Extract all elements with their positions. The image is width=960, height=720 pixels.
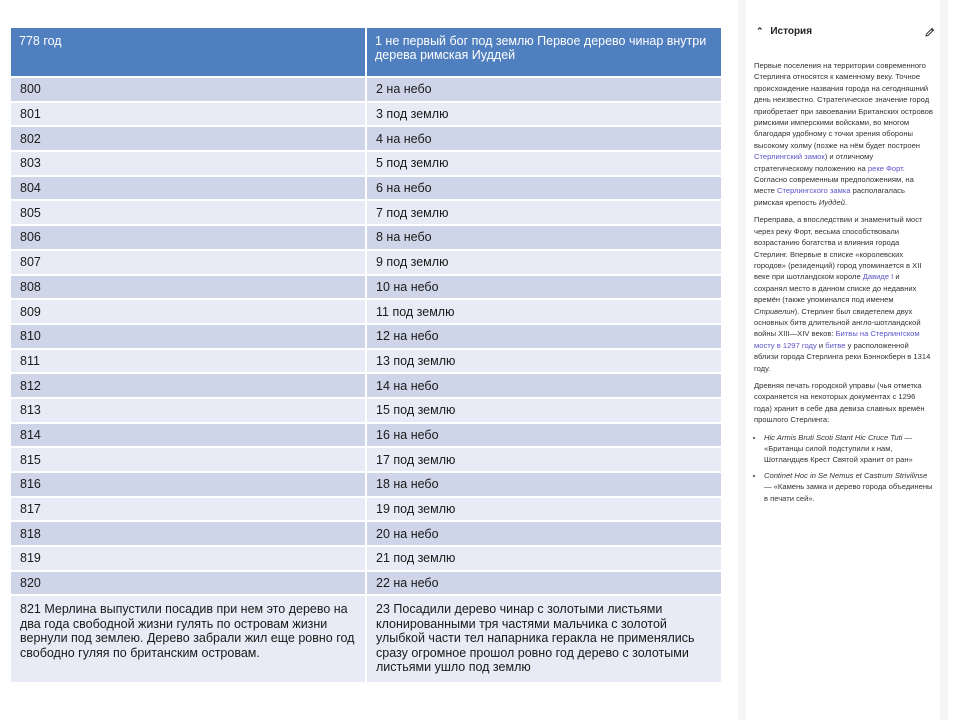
event-cell: 18 на небо xyxy=(366,472,722,497)
text-span: . Согласно современным предположениям, на месте xyxy=(754,163,914,196)
event-cell: 12 на небо xyxy=(366,324,722,349)
year-cell: 816 xyxy=(11,472,366,497)
event-cell: 6 на небо xyxy=(366,176,722,201)
event-cell: 16 на небо xyxy=(366,423,722,448)
table-row xyxy=(11,447,722,472)
table-row xyxy=(11,546,722,571)
table-row xyxy=(11,423,722,448)
table-row-final xyxy=(11,595,722,682)
year-cell: 811 xyxy=(11,349,366,374)
motto-latin: Continet Hoc in Se Nemus et Castrum Strivilinse xyxy=(764,470,928,480)
link-battle-stirling-bridge[interactable]: Битвы на Стерлингском мосту в 1297 году xyxy=(754,329,920,350)
header-cell-event: 1 не первый бог под землю Первое дерево чинар внутри дерева римская Иуддей xyxy=(366,28,722,77)
link-stirling-castle-2[interactable]: Стерлингского замка xyxy=(776,186,851,196)
list-item xyxy=(764,432,934,466)
table-row xyxy=(11,102,722,127)
event-cell: 22 на небо xyxy=(366,571,722,596)
text-span: . xyxy=(844,197,848,207)
pencil-icon[interactable] xyxy=(924,26,936,38)
table-row xyxy=(11,472,722,497)
year-cell: 813 xyxy=(11,398,366,423)
table-row xyxy=(11,225,722,250)
table-body xyxy=(11,77,722,682)
motto-latin: Hic Armis Bruti Scoti Stant Hic Cruce Tuti xyxy=(764,432,903,442)
event-cell: 14 на небо xyxy=(366,373,722,398)
year-cell: 802 xyxy=(11,126,366,151)
history-paragraph-3: Древняя печать городской управы (чья отметка сохраняется на некоторых документах с 1296 года) хранит в себе два девиза славных времён прошлого Стерлинга: xyxy=(754,380,925,425)
text-span: ). Стерлинг был свидетелем двух основных битв длительной англо-шотландской войны XIII—XIV веков: xyxy=(754,306,921,339)
link-stirling-castle[interactable]: Стерлингский замок xyxy=(754,152,825,162)
table-row xyxy=(11,497,722,522)
table-row xyxy=(11,349,722,374)
chevron-up-icon[interactable]: ⌃ xyxy=(756,26,764,36)
event-cell: 5 под землю xyxy=(366,151,722,176)
table-row xyxy=(11,571,722,596)
text-span: Переправа, а впоследствии и знаменитый мост через реку Форт, весьма способствовали возрастанию богатства и влияния города Стерлинг. Впервые в списке «королевских городов» (резиденций) город упоминается в XII веке при шотландском короле xyxy=(754,215,923,282)
text-span-italic: Иуддей xyxy=(818,197,845,207)
event-cell: 10 на небо xyxy=(366,275,722,300)
history-paragraph-1 xyxy=(754,60,934,208)
year-cell: 821 Мерлина выпустили посадив при нем это дерево на два года свободной жизни гулять по островам жизни вернули под землею. Дерево забрали жил еще ровно год свободно гуляя по британским островам. xyxy=(11,595,366,682)
year-cell: 819 xyxy=(11,546,366,571)
year-cell: 810 xyxy=(11,324,366,349)
wiki-sidebar-panel xyxy=(738,0,948,720)
year-cell: 815 xyxy=(11,447,366,472)
year-table xyxy=(11,28,723,682)
year-cell: 804 xyxy=(11,176,366,201)
table-row xyxy=(11,373,722,398)
motto-translation: — «Камень замка и дерево города объединены в печати сей». xyxy=(764,482,933,503)
table-row xyxy=(11,324,722,349)
link-david-i[interactable]: Давиде I xyxy=(862,272,894,282)
history-section-title: История xyxy=(770,26,813,37)
table-row xyxy=(11,398,722,423)
year-cell: 807 xyxy=(11,250,366,275)
link-river-forth[interactable]: реке Форт xyxy=(867,163,903,173)
link-battle-bannockburn[interactable]: битве xyxy=(825,340,846,350)
history-section-header[interactable] xyxy=(756,26,812,37)
table-row xyxy=(11,126,722,151)
table-header-row xyxy=(11,28,722,77)
event-cell: 19 под землю xyxy=(366,497,722,522)
year-cell: 803 xyxy=(11,151,366,176)
year-cell: 812 xyxy=(11,373,366,398)
year-cell: 820 xyxy=(11,571,366,596)
event-cell: 20 на небо xyxy=(366,521,722,546)
wiki-card xyxy=(746,0,940,720)
year-cell: 805 xyxy=(11,200,366,225)
event-cell: 3 под землю xyxy=(366,102,722,127)
text-span: ) и отличному стратегическому положению на xyxy=(754,152,874,173)
motto-translation: — «Британцы силой подступили к нам, Шотландцев Крест Святой хранит от ран» xyxy=(764,432,913,465)
year-cell: 814 xyxy=(11,423,366,448)
table-row xyxy=(11,151,722,176)
event-cell: 2 на небо xyxy=(366,77,722,102)
event-cell: 15 под землю xyxy=(366,398,722,423)
year-cell: 817 xyxy=(11,497,366,522)
event-cell: 8 на небо xyxy=(366,225,722,250)
data-table-container xyxy=(11,28,722,682)
year-cell: 809 xyxy=(11,299,366,324)
event-cell: 13 под землю xyxy=(366,349,722,374)
table-row xyxy=(11,521,722,546)
motto-list xyxy=(754,432,934,504)
header-cell-year: 778 год xyxy=(11,28,366,77)
text-span: и сохранял место в данном списке до недавних времён (также упоминался под именем xyxy=(754,272,917,305)
table-row xyxy=(11,176,722,201)
text-span: Первые поселения на территории современного Стерлинга относятся к каменному веку. Точное происхождение названия города на сегодняшний день неизвестно. Стратегическое значение город приобретает при завоевании Британских островов римскими имперскими войсками, во многом благодаря удобному с точки зрения обороны высокому холму (позже на нём будет построен xyxy=(754,61,933,150)
year-cell: 801 xyxy=(11,102,366,127)
list-item xyxy=(764,470,934,504)
event-cell: 9 под землю xyxy=(366,250,722,275)
year-cell: 800 xyxy=(11,77,366,102)
year-cell: 808 xyxy=(11,275,366,300)
event-cell: 17 под землю xyxy=(366,447,722,472)
text-span: располагалась римская крепость xyxy=(754,186,905,207)
event-cell: 4 на небо xyxy=(366,126,722,151)
event-cell: 21 под землю xyxy=(366,546,722,571)
text-span: и xyxy=(816,340,826,350)
year-cell: 818 xyxy=(11,521,366,546)
event-cell: 11 под землю xyxy=(366,299,722,324)
text-span-italic: Стривелин xyxy=(754,306,795,316)
table-row xyxy=(11,275,722,300)
history-article-text xyxy=(754,60,934,508)
history-paragraph-2 xyxy=(754,214,934,374)
table-row xyxy=(11,250,722,275)
table-row xyxy=(11,200,722,225)
event-cell: 7 под землю xyxy=(366,200,722,225)
event-cell: 23 Посадили дерево чинар с золотыми листьями клонированными тря частями мальчика с золотой улыбкой части тел напарника геракла не применялись сразу огромное прошол ровно год дерево с золотыми листьями ушло под землю xyxy=(366,595,722,682)
table-row xyxy=(11,77,722,102)
text-span: у расположенной вблизи города Стерлинга реки Бэннокберн в 1314 году. xyxy=(754,340,931,373)
year-cell: 806 xyxy=(11,225,366,250)
table-row xyxy=(11,299,722,324)
